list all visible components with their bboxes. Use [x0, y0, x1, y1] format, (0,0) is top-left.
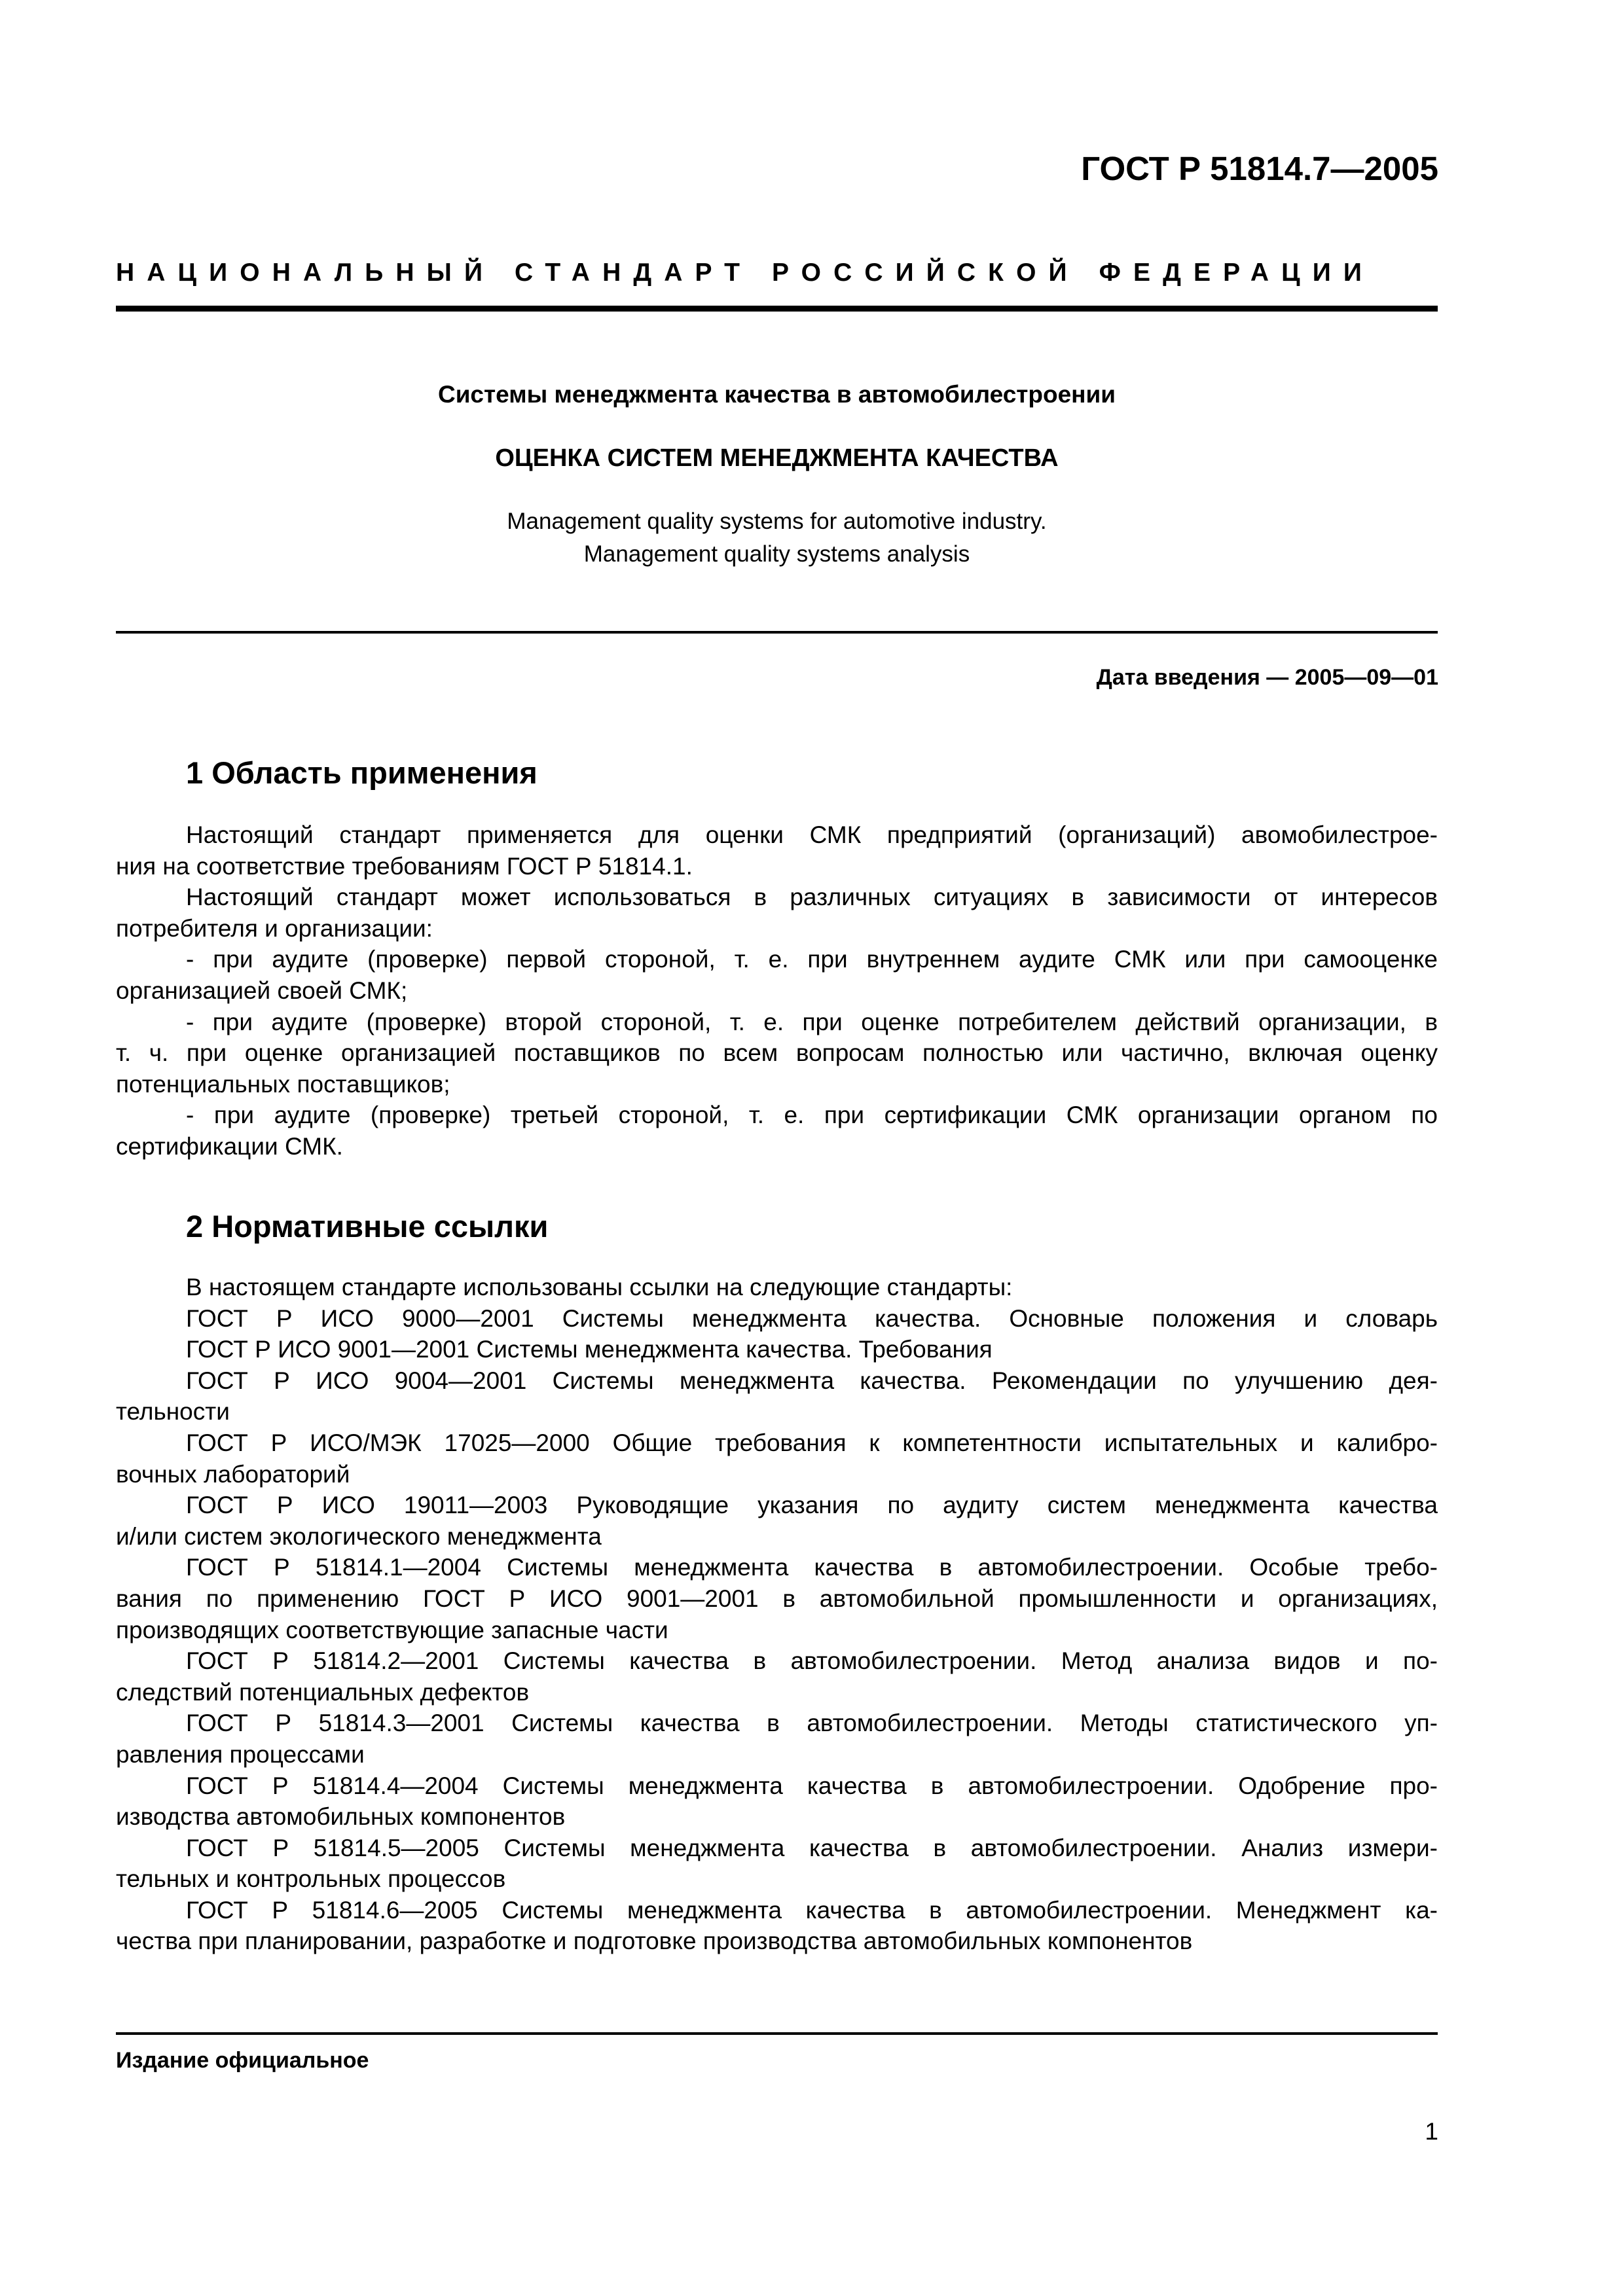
reference-line: равления процессами — [116, 1740, 365, 1768]
document-title-en-line2: Management quality systems analysis — [583, 541, 970, 567]
reference-line: ГОСТ Р 51814.4—2004 Системы менеджмента качества в автомобилестроении. Одобрение про- — [186, 1772, 1438, 1799]
text-line: Настоящий стандарт применяется для оценки СМК предприятий (организаций) авомобилестрое- — [186, 821, 1438, 848]
reference-line: вания по применению ГОСТ Р ИСО 9001—2001 в автомобильной промышленности и организациях, — [116, 1585, 1438, 1612]
text-line: В настоящем стандарте использованы ссылки на следующие стандарты: — [186, 1274, 1013, 1300]
header-rule — [116, 306, 1438, 312]
text-line: потенциальных поставщиков; — [116, 1070, 450, 1098]
section-2-heading: 2 Нормативные ссылки — [186, 1209, 549, 1244]
reference-line: ГОСТ Р ИСО/МЭК 17025—2000 Общие требования к компетентности испытательных и калибро- — [186, 1429, 1438, 1456]
national-standard-banner: НАЦИОНАЛЬНЫЙ СТАНДАРТ РОССИЙСКОЙ ФЕДЕРАЦИИ — [116, 259, 1375, 287]
reference-line: ГОСТ Р 51814.2—2001 Системы качества в автомобилестроении. Метод анализа видов и по- — [186, 1647, 1438, 1675]
footer-rule — [116, 2032, 1438, 2035]
reference-line: ГОСТ Р 51814.5—2005 Системы менеджмента качества в автомобилестроении. Анализ измери- — [186, 1834, 1438, 1861]
edition-label: Издание официальное — [116, 2048, 369, 2073]
text-line: сертификации СМК. — [116, 1132, 343, 1160]
reference-line: чества при планировании, разработке и подготовке производства автомобильных компонентов — [116, 1928, 1193, 1955]
text-line: ния на соответствие требованиям ГОСТ Р 51814.1. — [116, 852, 693, 880]
page-number: 1 — [1425, 2118, 1438, 2145]
reference-line: ГОСТ Р ИСО 9001—2001 Системы менеджмента качества. Требования — [186, 1336, 993, 1363]
text-line: организацией своей СМК; — [116, 977, 408, 1004]
section-2-body — [116, 1272, 1438, 1957]
reference-line: ГОСТ Р ИСО 19011—2003 Руководящие указания по аудиту систем менеджмента качества — [186, 1492, 1438, 1519]
standard-designation: ГОСТ Р 51814.7—2005 — [1081, 150, 1438, 187]
text-line: - при аудите (проверке) третьей стороной, т. е. при сертификации СМК организации органом по — [186, 1102, 1438, 1129]
section-1-body — [116, 819, 1438, 1162]
reference-line: ГОСТ Р 51814.3—2001 Системы качества в автомобилестроении. Методы статистического уп- — [186, 1710, 1438, 1737]
reference-line: тельности — [116, 1398, 230, 1426]
text-line: - при аудите (проверке) второй стороной, т. е. при оценке потребителем действий организации, в — [186, 1008, 1438, 1035]
reference-line: изводства автомобильных компонентов — [116, 1803, 566, 1831]
reference-line: следствий потенциальных дефектов — [116, 1678, 530, 1706]
reference-line: тельных и контрольных процессов — [116, 1865, 506, 1893]
reference-line: ГОСТ Р 51814.6—2005 Системы менеджмента качества в автомобилестроении. Менеджмент ка- — [186, 1896, 1438, 1924]
document-subtitle-ru: ОЦЕНКА СИСТЕМ МЕНЕДЖМЕНТА КАЧЕСТВА — [495, 444, 1059, 472]
title-rule — [116, 631, 1438, 634]
text-line: - при аудите (проверке) первой стороной, т. е. при внутреннем аудите СМК или при самооценке — [186, 946, 1438, 973]
text-line: Настоящий стандарт может использоваться в различных ситуациях в зависимости от интересов — [186, 884, 1438, 911]
reference-line: вочных лабораторий — [116, 1460, 350, 1488]
text-line: т. ч. при оценке организацией поставщиков по всем вопросам полностью или частично, включая оценку — [116, 1039, 1438, 1067]
reference-line: ГОСТ Р ИСО 9004—2001 Системы менеджмента качества. Рекомендации по улучшению дея- — [186, 1367, 1438, 1394]
reference-line: ГОСТ Р 51814.1—2004 Системы менеджмента качества в автомобилестроении. Особые требо- — [186, 1554, 1438, 1581]
section-1-heading: 1 Область применения — [186, 755, 538, 790]
reference-line: и/или систем экологического менеджмента — [116, 1522, 602, 1550]
introduction-date: Дата введения — 2005—09—01 — [1096, 665, 1438, 690]
reference-line: ГОСТ Р ИСО 9000—2001 Системы менеджмента качества. Основные положения и словарь — [186, 1304, 1438, 1332]
text-line: потребителя и организации: — [116, 914, 433, 942]
document-title-ru: Системы менеджмента качества в автомобилестроении — [437, 381, 1116, 408]
document-title-en-line1: Management quality systems for automotive industry. — [507, 509, 1047, 534]
reference-line: производящих соответствующие запасные части — [116, 1616, 668, 1643]
